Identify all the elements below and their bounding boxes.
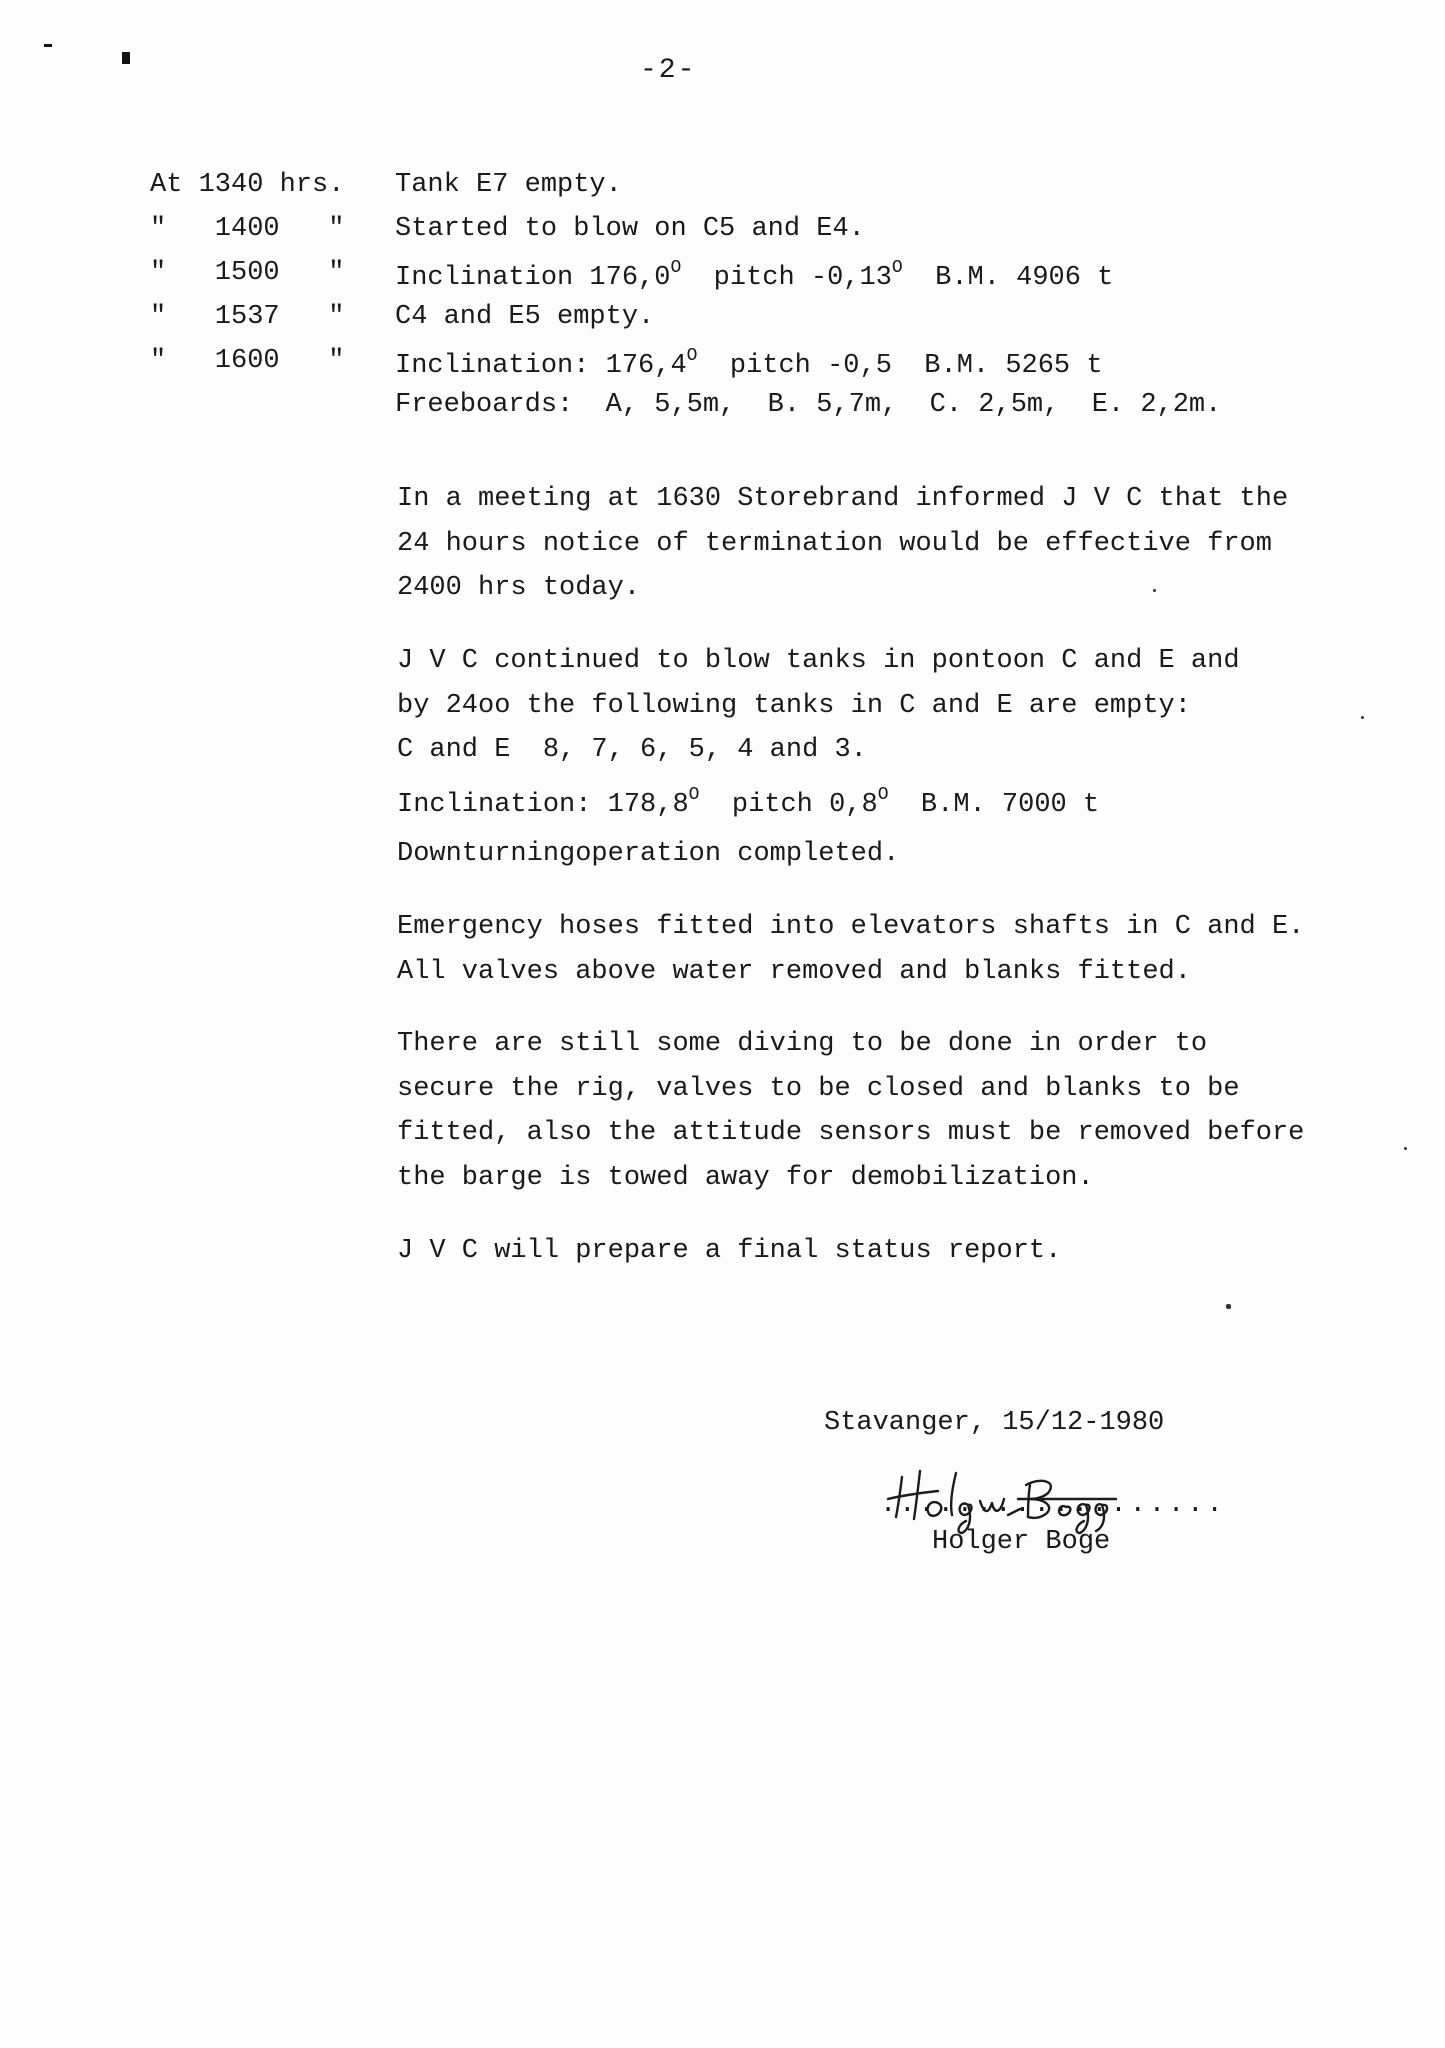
text-line: the barge is towed away for demobilization. [397,1162,1094,1193]
text-line: by 24oo the following tanks in C and E are empty: [397,690,1191,721]
text-line: 24 hours notice of termination would be effective from [397,528,1272,559]
page-number: -2- [640,55,697,86]
text-line: 2400 hrs today. [397,573,641,603]
log-text: Started to blow on C5 and E4. [395,214,865,244]
log-time: " 1537 " [150,302,345,332]
text-line: There are still some diving to be done in order to [397,1029,1208,1059]
scan-mark-square [122,52,130,64]
paragraph-meeting [397,477,1407,611]
log-text: Inclination: $176,4^O$ pitch -0,5 B.M. 5265 t [395,346,1103,381]
text-line: secure the rig, valves to be closed and blanks to be [397,1073,1240,1104]
paragraph-completed [397,832,1407,877]
text-line: Downturningoperation completed. [397,839,900,869]
signer-name: Holger Boge [932,1527,1111,1557]
scan-speck [1361,716,1364,719]
scan-mark-dash [44,44,52,47]
scan-speck [1226,1304,1231,1309]
text-line: J V C will prepare a final status report. [397,1236,1062,1266]
text-line: Emergency hoses fitted into elevators shafts in C and E. [397,912,1305,942]
log-time: At 1340 hrs. [150,170,345,200]
log-time: " 1400 " [150,214,345,244]
text-line: C and E 8, 7, 6, 5, 4 and 3. [397,735,867,765]
scan-speck [1404,1147,1407,1150]
paragraph-diving [397,1022,1407,1200]
paragraph-hoses [397,905,1407,994]
text-line: In a meeting at 1630 Storebrand informed J V C that the [397,484,1289,514]
log-text: C4 and E5 empty. [395,302,655,332]
paragraph-final [397,1229,1407,1274]
text-line: J V C continued to blow tanks in pontoon C and E and [397,646,1240,676]
log-text: Inclination $176,0^O$ pitch $-0,13^O$ B.M. 4906 t [395,258,1114,293]
place-date: Stavanger, 15/12-1980 [824,1408,1165,1438]
paragraph-blow-tanks [397,639,1407,827]
text-line: All valves above water removed and blanks fitted. [397,956,1191,987]
scan-speck [1153,589,1156,592]
text-line: fitted, also the attitude sensors must be removed before [397,1118,1305,1148]
signature-line: .................. [880,1490,1226,1520]
text-line-inclination: Inclination: $178,8^O$ pitch $0,8^O$ B.M. 7000 t [397,784,1100,820]
log-text: Tank E7 empty. [395,170,622,200]
log-text: Freeboards: A, 5,5m, B. 5,7m, C. 2,5m, E. 2,2m. [395,390,1222,420]
log-time: " 1500 " [150,258,345,288]
log-time: " 1600 " [150,346,345,376]
